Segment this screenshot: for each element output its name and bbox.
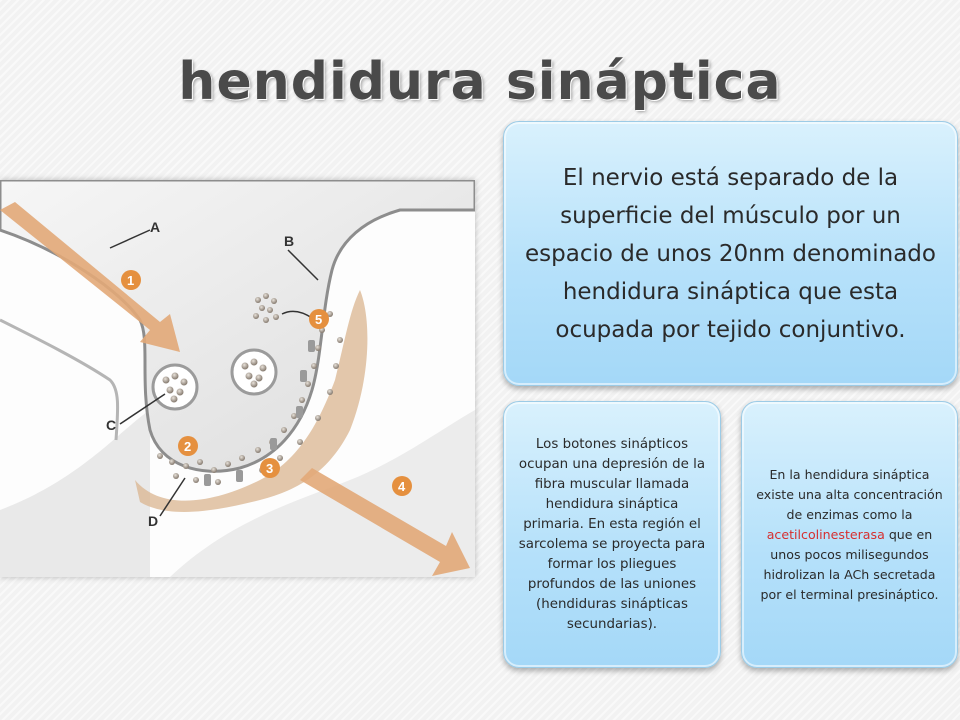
label-a: A: [150, 219, 161, 235]
primary-cleft-text: Los botones sinápticos ocupan una depresión de la fibra muscular llamada hendidura sináptica primaria. En esta región el sarcolema se proyecta para formar los pliegues profundos de las uniones (hendiduras sinápticas secundarias).: [518, 436, 706, 632]
label-c: C: [106, 417, 117, 433]
enzyme-box: [741, 401, 958, 668]
main-description-text: El nervio está separado de la superficie del músculo por un espacio de unos 20nm denominado hendidura sináptica que esta ocupada por tejido conjuntivo.: [525, 164, 936, 343]
label-b: B: [284, 233, 295, 249]
enzyme-text-before: En la hendidura sináptica existe una alta concentración de enzimas como la: [756, 466, 943, 522]
label-d: D: [148, 513, 159, 529]
main-description-box: [503, 121, 958, 386]
slide-title: hendidura sináptica: [178, 52, 782, 112]
marker-1: 1: [127, 273, 135, 288]
marker-2: 2: [184, 439, 192, 454]
marker-4: 4: [398, 479, 406, 494]
synapse-diagram: [0, 180, 475, 577]
marker-3: 3: [266, 461, 274, 476]
enzyme-text-after: que en unos pocos milisegundos hidrolizan la ACh secretada por el terminal presináptico.: [760, 526, 939, 602]
enzyme-text: [754, 465, 945, 605]
marker-5: 5: [315, 312, 323, 327]
primary-cleft-box: [503, 401, 721, 668]
enzyme-highlight: acetilcolinesterasa: [766, 526, 885, 542]
vesicle-large-1: [153, 365, 197, 409]
